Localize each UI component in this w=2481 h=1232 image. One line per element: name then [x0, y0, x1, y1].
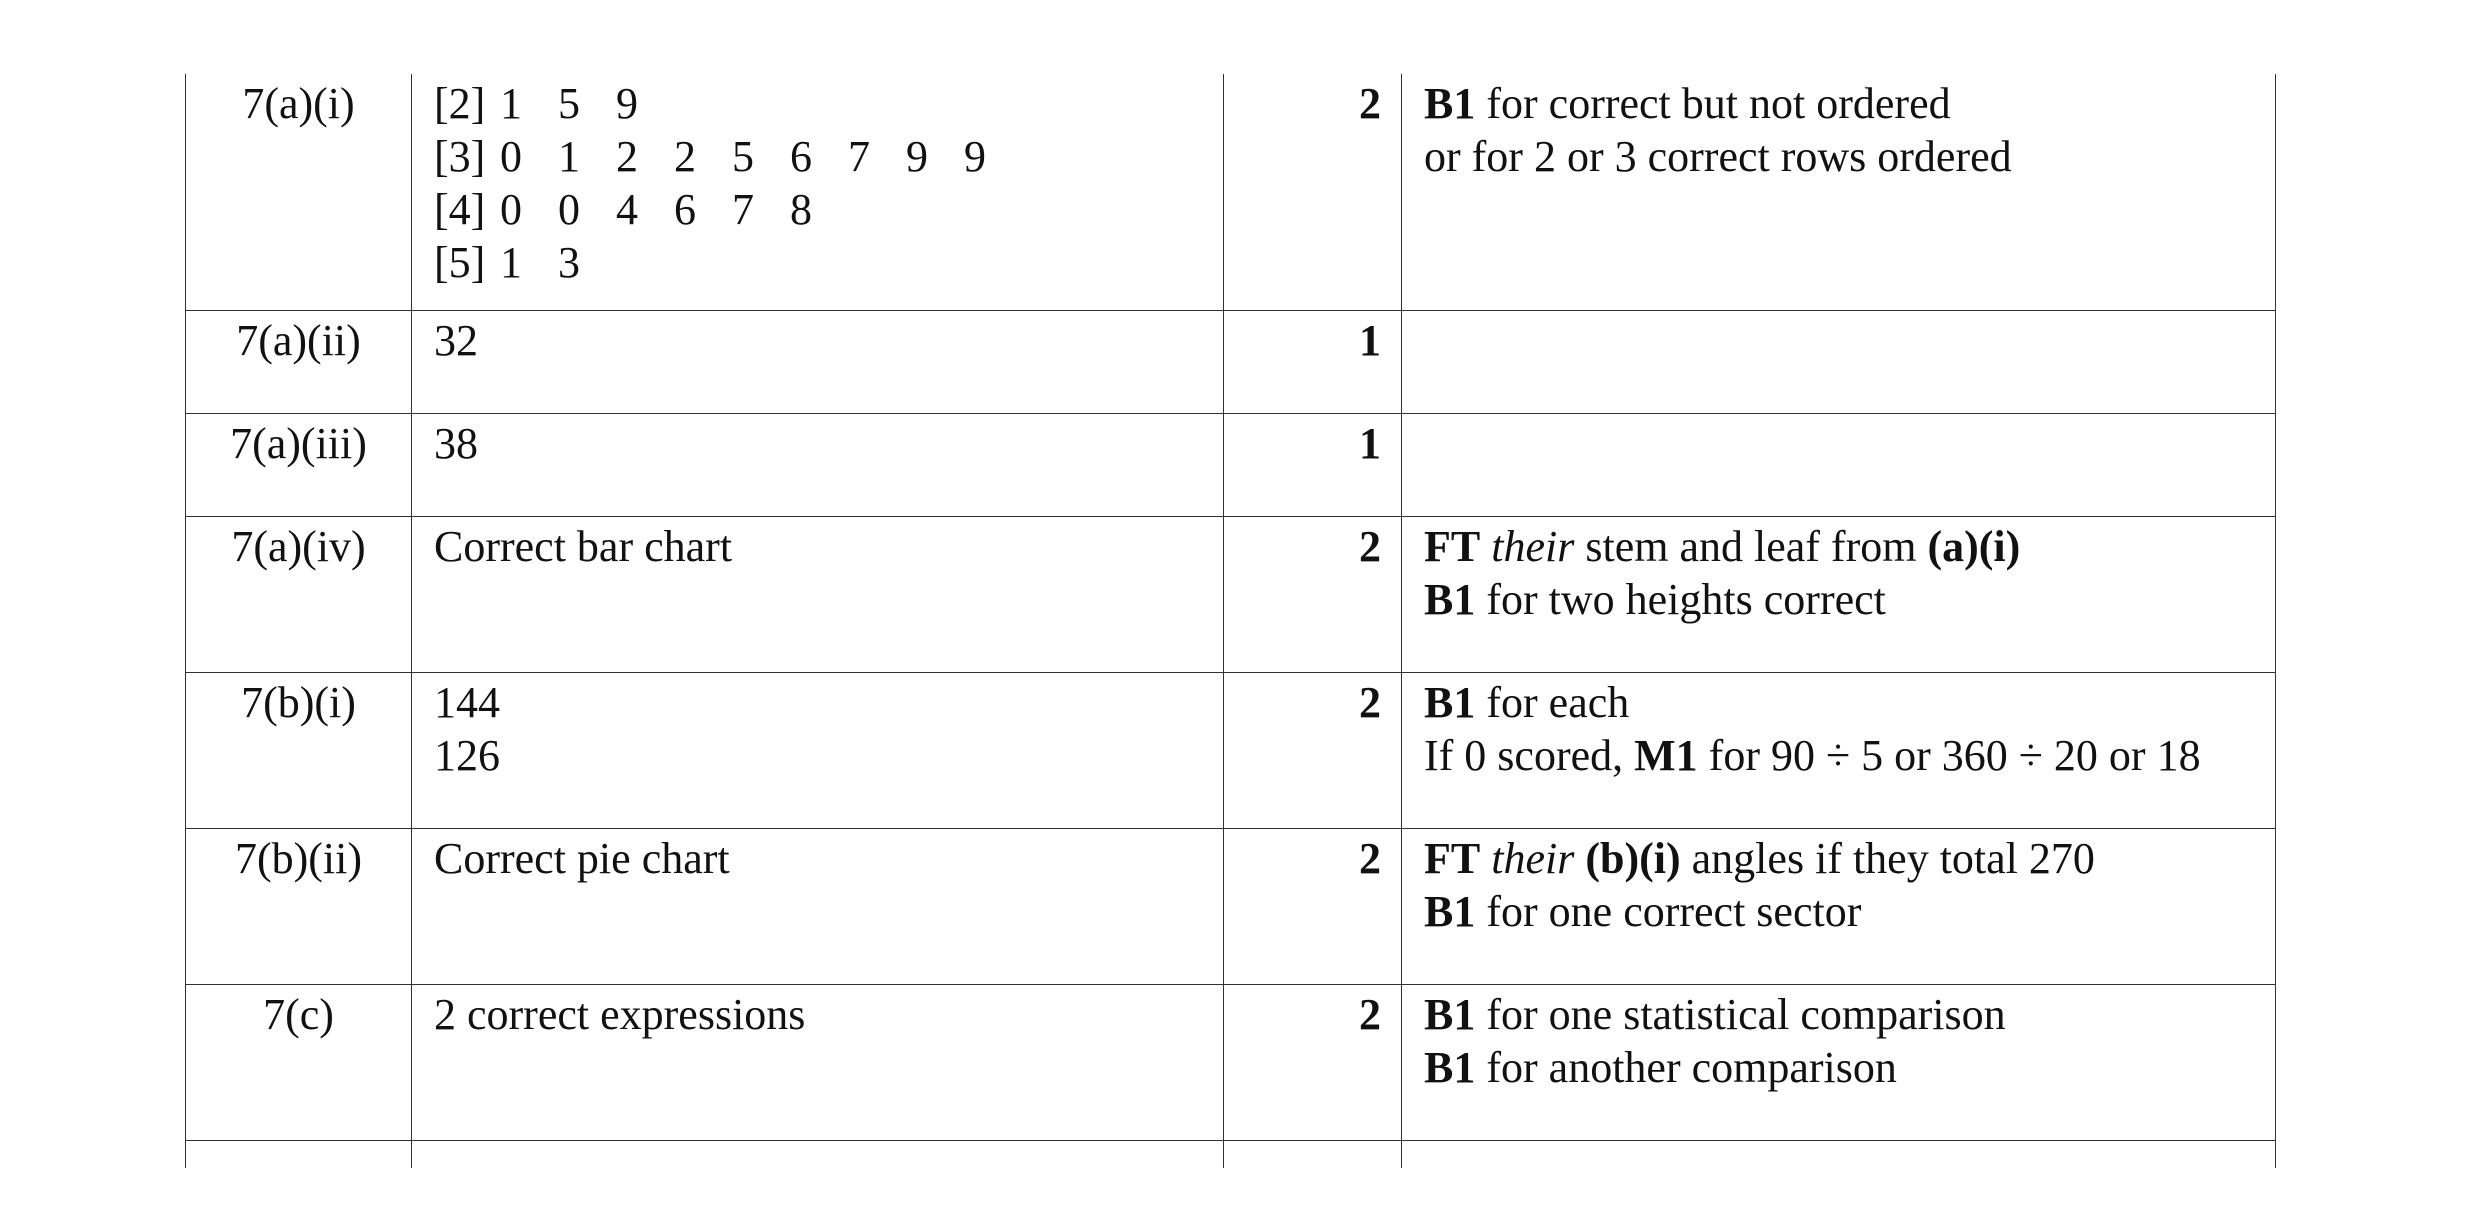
answer-text: Correct bar chart [434, 521, 733, 571]
leaf: 1 [500, 238, 522, 287]
guidance-cell [1402, 672, 2276, 828]
guidance-cell [1402, 516, 2276, 672]
answer-cell [412, 672, 1224, 828]
table-row [186, 413, 2276, 516]
stem: [4] [434, 185, 486, 234]
guidance-text: for one statistical comparison [1475, 989, 2006, 1039]
question-number: 7(a)(ii) [236, 315, 361, 365]
stem: [2] [434, 79, 486, 128]
guidance-cell [1402, 984, 2276, 1140]
marks-cell [1224, 672, 1402, 828]
answer-text: 38 [434, 418, 478, 468]
marks-cell [1224, 516, 1402, 672]
leaf: 8 [790, 185, 812, 234]
question-cell [186, 828, 412, 984]
leaf: 6 [674, 185, 696, 234]
guidance-cell [1402, 74, 2276, 310]
leaf: 6 [790, 132, 812, 181]
stem-leaf-row [434, 130, 1223, 183]
guidance-line [1424, 130, 2275, 183]
answer-cell [412, 1140, 1224, 1168]
leaf: 0 [500, 185, 522, 234]
marks-value: 2 [1359, 521, 1381, 571]
marks-value: 2 [1359, 833, 1381, 883]
leaf: 9 [906, 132, 928, 181]
answer-text: 144 [434, 677, 500, 727]
leaf: 9 [616, 79, 638, 128]
question-cell [186, 1140, 412, 1168]
stem-leaf-row [434, 236, 1223, 289]
guidance-text: for one correct sector [1475, 886, 1862, 936]
mark-code: FT [1424, 521, 1481, 571]
answer-cell [412, 310, 1224, 413]
table-row [186, 74, 2276, 310]
mark-scheme-table [185, 74, 2276, 1168]
guidance-italic: their [1491, 833, 1575, 883]
mark-code: B1 [1424, 574, 1476, 624]
guidance-text: or for 2 or 3 correct rows ordered [1424, 132, 2012, 181]
mark-code: B1 [1424, 989, 1476, 1039]
marks-cell [1224, 310, 1402, 413]
guidance-line [1424, 729, 2275, 782]
question-number: 7(a)(i) [242, 79, 355, 128]
stem-leaf-row [434, 183, 1223, 236]
guidance-text [1480, 522, 1491, 571]
marks-cell [1224, 828, 1402, 984]
guidance-line [1424, 988, 2275, 1041]
leaf: 7 [732, 185, 754, 234]
part-reference: (b)(i) [1585, 833, 1681, 883]
question-cell [186, 672, 412, 828]
leaf: 5 [732, 132, 754, 181]
leaf: 7 [848, 132, 870, 181]
marks-cell [1224, 413, 1402, 516]
mark-code: B1 [1424, 677, 1476, 727]
question-number: 7(c) [263, 989, 334, 1039]
leaf: 1 [500, 79, 522, 128]
mark-code: B1 [1424, 886, 1476, 936]
answer-cell [412, 74, 1224, 310]
leaf: 4 [616, 185, 638, 234]
answer-text: 2 correct expressions [434, 989, 806, 1039]
stem-and-leaf-diagram [434, 77, 1223, 289]
leaf: 3 [558, 238, 580, 287]
guidance-cell [1402, 1140, 2276, 1168]
guidance-text: for another comparison [1475, 1042, 1897, 1092]
guidance-text [1574, 834, 1585, 883]
question-number: 7(b)(i) [241, 677, 356, 727]
guidance-line [1424, 573, 2275, 626]
mark-code: M1 [1634, 730, 1698, 780]
guidance-line [1424, 676, 2275, 729]
leaf: 1 [558, 132, 580, 181]
guidance-text: stem and leaf from [1574, 521, 1928, 571]
marks-cell [1224, 984, 1402, 1140]
guidance-line [1424, 832, 2275, 885]
marks-value: 2 [1359, 989, 1381, 1039]
guidance-line [1424, 77, 2275, 130]
guidance-text: angles if they total 270 [1680, 833, 2095, 883]
answer-cell [412, 828, 1224, 984]
marks-value: 2 [1359, 677, 1381, 727]
guidance-italic: their [1491, 521, 1575, 571]
leaf: 2 [674, 132, 696, 181]
table-row-continuation [186, 1140, 2276, 1168]
question-cell [186, 413, 412, 516]
guidance-text: for two heights correct [1475, 574, 1886, 624]
part-reference: (a)(i) [1927, 521, 2021, 571]
mark-code: B1 [1424, 1042, 1476, 1092]
question-cell [186, 984, 412, 1140]
question-cell [186, 74, 412, 310]
mark-code: B1 [1424, 79, 1476, 128]
guidance-cell [1402, 310, 2276, 413]
marks-cell [1224, 74, 1402, 310]
leaf: 9 [964, 132, 986, 181]
guidance-line [1424, 885, 2275, 938]
guidance-line [1424, 1041, 2275, 1094]
leaf: 2 [616, 132, 638, 181]
answer-text: 32 [434, 315, 478, 365]
leaf: 0 [558, 185, 580, 234]
guidance-text: If 0 scored, [1424, 730, 1635, 780]
answer-text: 126 [434, 730, 500, 780]
question-number: 7(a)(iv) [231, 521, 366, 571]
marks-value: 2 [1359, 79, 1381, 128]
table-row [186, 310, 2276, 413]
guidance-text: for 90 ÷ 5 or 360 ÷ 20 or 18 [1697, 730, 2201, 780]
table-row [186, 672, 2276, 828]
question-cell [186, 310, 412, 413]
answer-cell [412, 413, 1224, 516]
answer-text: Correct pie chart [434, 833, 730, 883]
answer-cell [412, 516, 1224, 672]
mark-code: FT [1424, 833, 1481, 883]
leaf: 5 [558, 79, 580, 128]
table-row [186, 516, 2276, 672]
guidance-line [1424, 520, 2275, 573]
stem: [5] [434, 238, 486, 287]
question-cell [186, 516, 412, 672]
question-number: 7(a)(iii) [230, 418, 367, 468]
guidance-cell [1402, 413, 2276, 516]
stem-leaf-row [434, 77, 1223, 130]
marks-cell [1224, 1140, 1402, 1168]
guidance-cell [1402, 828, 2276, 984]
guidance-text: for each [1475, 677, 1630, 727]
marks-value: 1 [1359, 418, 1381, 468]
question-number: 7(b)(ii) [234, 833, 363, 883]
stem: [3] [434, 132, 486, 181]
marks-value: 1 [1359, 315, 1381, 365]
guidance-text [1480, 834, 1491, 883]
table-row [186, 828, 2276, 984]
leaf: 0 [500, 132, 522, 181]
answer-cell [412, 984, 1224, 1140]
guidance-text: for correct but not ordered [1475, 79, 1951, 128]
table-row [186, 984, 2276, 1140]
